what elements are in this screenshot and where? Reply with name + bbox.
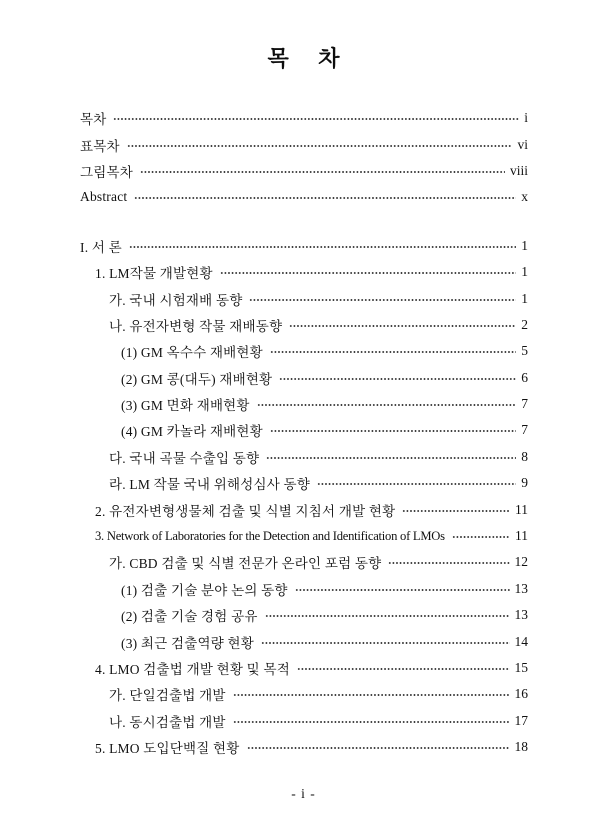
dotted-leader [388,561,509,565]
toc-entry-page: 1 [521,290,528,306]
toc-entry [80,105,528,131]
toc-entry [80,444,528,470]
dotted-leader [220,271,516,275]
toc-entry-label: (2) 검출 기술 경험 공유 [121,609,258,625]
toc-entry-page: 13 [514,607,528,623]
toc-entry-page: 6 [521,369,528,385]
dotted-leader [233,693,510,697]
toc-entry [80,259,528,285]
dotted-leader [270,350,516,354]
toc-entry-label: (3) 최근 검출역량 현황 [121,635,254,651]
toc-entry-label: 가. CBD 검출 및 식별 전문가 온라인 포럼 동향 [109,556,382,572]
dotted-leader [127,144,513,148]
toc-entry [80,628,528,654]
toc-entry-label: (3) GM 면화 재배현황 [121,398,250,414]
dotted-leader [129,245,516,249]
toc-entry-page: 5 [521,343,528,359]
toc-entry-page: 1 [521,264,528,280]
toc-entry-page: 7 [521,422,528,438]
dotted-leader [257,403,517,407]
toc-entry [80,734,528,760]
dotted-leader [265,614,510,618]
toc-entry [80,523,528,549]
toc-entry-label: (2) GM 콩(대두) 재배현황 [121,371,273,387]
dotted-leader [402,509,510,513]
page-title: 목 차 [267,46,352,71]
dotted-leader [317,482,516,486]
toc-entry-page: x [521,189,528,205]
toc-entry-label: I. 서 론 [80,239,122,255]
dotted-leader [279,377,516,381]
toc-entry-label: 3. Network of Laboratories for the Detection and Identification of LMOs [95,528,445,543]
toc-entry-label: 그림목차 [80,164,133,180]
toc-entry [80,158,528,184]
toc-entry-label: 라. LM 작물 국내 위해성심사 동향 [109,477,310,493]
toc-entry [80,131,528,157]
dotted-leader [247,746,510,750]
dotted-leader [266,456,516,460]
toc-entry-label: 목차 [80,112,107,128]
dotted-leader [270,429,516,433]
toc-entry-label: 5. LMO 도입단백질 현황 [95,741,240,757]
toc-entry-page: 1 [521,237,528,253]
toc-entry-label: 가. 단일검출법 개발 [109,688,226,704]
toc-entry [80,338,528,364]
toc-front-matter [80,105,528,211]
toc-entry-label: (1) GM 옥수수 재배현황 [121,345,263,361]
toc-entry [80,496,528,522]
toc-entry-page: viii [509,162,528,178]
toc-entry [80,602,528,628]
toc-entry-page: 15 [514,660,528,675]
toc-entry [80,365,528,391]
dotted-leader [297,667,510,671]
toc-entry [80,681,528,707]
toc-entry-page: vi [517,136,528,152]
dotted-leader [233,720,510,724]
toc-entry [80,184,528,210]
dotted-leader [113,117,519,121]
toc-entry-label: (4) GM 카놀라 재배현황 [121,424,263,440]
toc-entry-page: 11 [515,528,528,544]
toc-entry [80,312,528,338]
toc-entry [80,549,528,575]
toc-entry-label: 가. 국내 시험재배 동향 [109,292,243,308]
toc-entry-label: (1) 검출 기술 분야 논의 동향 [121,582,288,598]
toc-entry [80,285,528,311]
dotted-leader [140,170,505,174]
toc-entry-page: i [524,110,528,126]
toc-entry [80,391,528,417]
toc-entry [80,233,528,259]
dotted-leader [295,588,510,592]
toc-entry-label: 4. LMO 검출법 개발 현황 및 목적 [95,662,290,677]
dotted-leader [289,324,516,328]
toc-entry-label: Abstract [80,189,128,205]
toc-entry-page: 12 [514,554,528,570]
toc-entry-page: 2 [521,316,528,332]
toc-entry-label: 2. 유전자변형생물체 검출 및 식별 지침서 개발 현황 [95,503,396,519]
toc-entry-label: 다. 국내 곡물 수출입 동향 [109,450,260,466]
toc-entry-label: 표목차 [80,138,120,154]
page-number-footer: - i - [291,786,316,801]
toc-entry-label: 나. 유전자변형 작물 재배동향 [109,318,283,334]
toc-body [80,233,528,761]
toc-entry-page: 7 [521,396,528,412]
toc-entry-label: 1. LM작물 개발현황 [95,266,213,282]
toc-entry [80,655,528,681]
toc-entry-page: 16 [514,686,528,702]
toc-entry [80,708,528,734]
dotted-leader [249,298,516,302]
toc-entry-page: 17 [514,712,528,728]
toc-entry [80,470,528,496]
toc-entry-page: 9 [521,475,528,491]
toc-entry-page: 18 [514,739,528,755]
toc-entry-label: 나. 동시검출법 개발 [109,714,226,730]
dotted-leader [134,196,516,200]
toc-entry-page: 11 [515,501,528,517]
dotted-leader [261,641,510,645]
toc-entry [80,417,528,443]
toc-entry-page: 8 [521,448,528,464]
toc-entry [80,576,528,602]
dotted-leader [452,535,510,539]
toc-entry-page: 13 [514,580,528,596]
toc-entry-page: 14 [514,633,528,649]
